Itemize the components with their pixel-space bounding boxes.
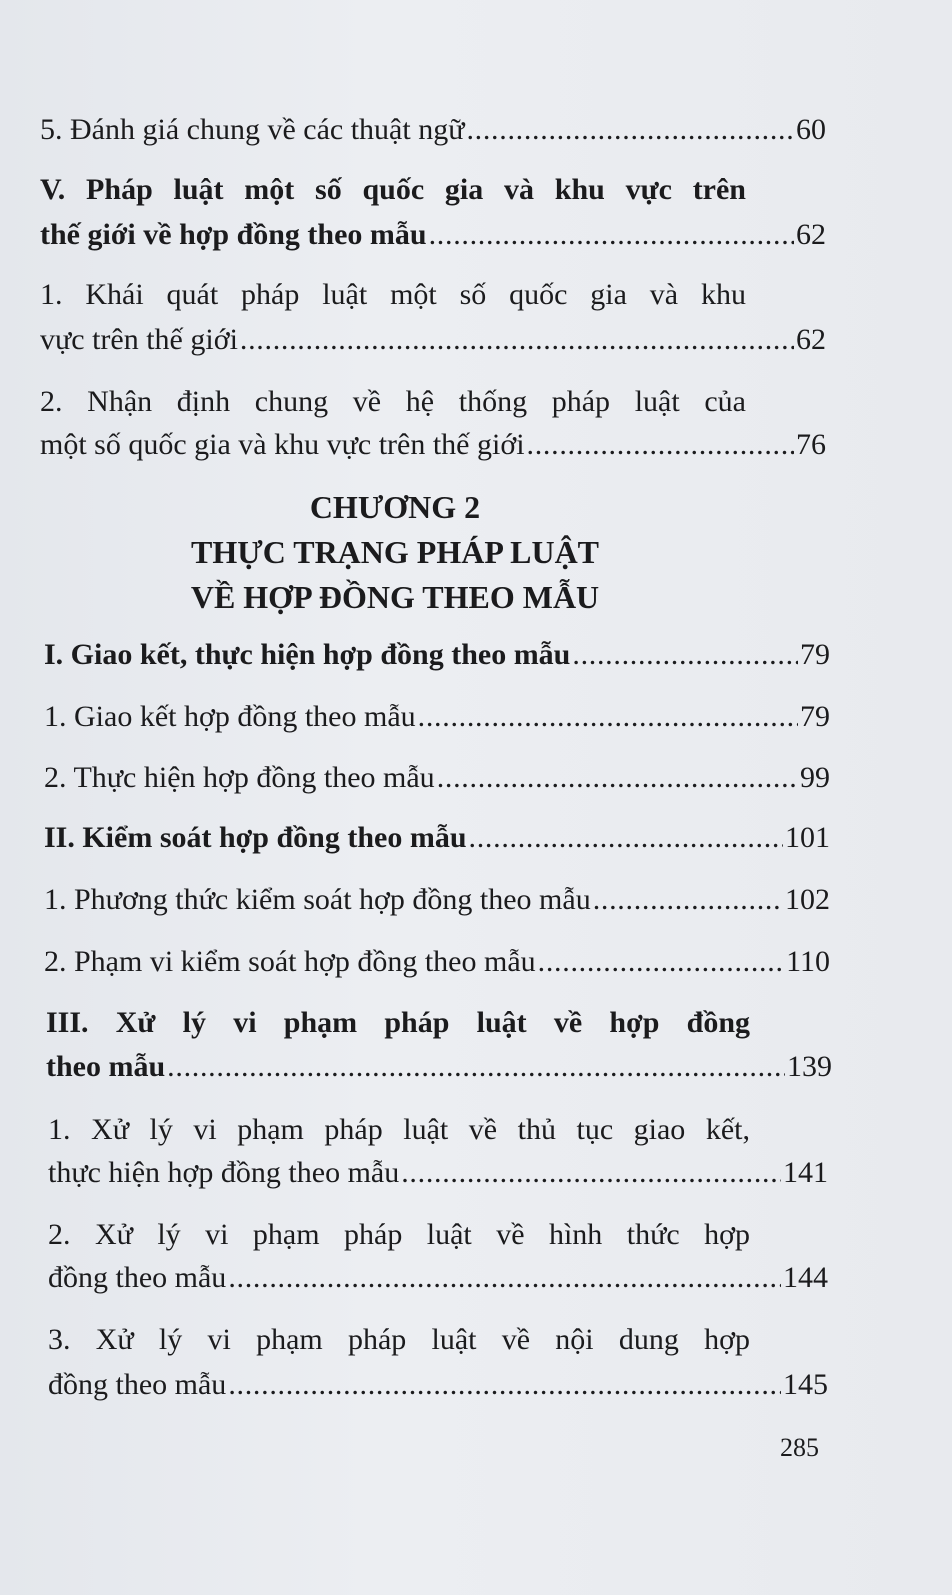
toc-entry-title: 1. Giao kết hợp đồng theo mẫu [44, 700, 416, 733]
toc-entry-page: 110 [786, 945, 830, 978]
toc-entry-page: 102 [785, 883, 830, 916]
toc-entry-page: 79 [800, 638, 830, 671]
toc-entry [46, 1047, 832, 1087]
chapter-title-line-1: THỰC TRẠNG PHÁP LUẬT [190, 534, 600, 570]
toc-entry-title: III. Xử lý vi phạm pháp luật về hợp đồng [46, 1006, 750, 1039]
toc-entry-page: 76 [796, 428, 826, 461]
chapter-title-line-2: VỀ HỢP ĐỒNG THEO MẪU [190, 579, 600, 615]
toc-entry-page: 79 [800, 700, 830, 733]
toc-entry-title: 5. Đánh giá chung về các thuật ngữ [40, 113, 465, 146]
toc-entry [40, 215, 826, 255]
toc-entry-title: vực trên thế giới [40, 323, 238, 356]
toc-entry [40, 110, 826, 150]
toc-entry-page: 99 [800, 761, 830, 794]
toc-entry-title: 3. Xử lý vi phạm pháp luật về nội dung hợp [48, 1323, 750, 1356]
toc-entry [40, 425, 826, 465]
toc-entry-title: đồng theo mẫu [48, 1368, 227, 1401]
toc-section-heading [44, 818, 830, 858]
toc-entry [44, 697, 830, 737]
toc-entry [48, 1215, 750, 1255]
toc-entry-page: 144 [783, 1261, 828, 1294]
page-number: 285 [780, 1433, 819, 1462]
toc-entry [40, 320, 826, 360]
toc-entry [40, 382, 746, 422]
toc-entry-page: 101 [785, 821, 830, 854]
toc-entry-title: 2. Thực hiện hợp đồng theo mẫu [44, 761, 435, 794]
toc-entry [48, 1320, 750, 1360]
toc-entry [44, 758, 830, 798]
toc-entry-page: 145 [783, 1368, 828, 1401]
toc-entry-page: 141 [783, 1156, 828, 1189]
toc-entry-title: 2. Xử lý vi phạm pháp luật về hình thức hợp [48, 1218, 750, 1251]
toc-entry-title: 1. Phương thức kiểm soát hợp đồng theo mẫu [44, 883, 591, 916]
toc-section-heading [40, 170, 746, 210]
toc-entry [48, 1258, 828, 1298]
chapter-label: CHƯƠNG 2 [309, 489, 481, 525]
toc-entry [44, 942, 830, 982]
toc-entry-title: 1. Khái quát pháp luật một số quốc gia và khu [40, 278, 746, 311]
toc-entry-page: 62 [796, 218, 826, 251]
toc-section-heading [46, 1003, 750, 1043]
toc-entry-title: một số quốc gia và khu vực trên thế giới [40, 428, 525, 461]
toc-entry [40, 275, 746, 315]
toc-entry [44, 880, 830, 920]
toc-entry-page: 60 [796, 113, 826, 146]
toc-entry-page: 139 [787, 1050, 832, 1083]
toc-entry-title: theo mẫu [46, 1050, 166, 1083]
toc-entry-title: 1. Xử lý vi phạm pháp luật về thủ tục giao kết, [48, 1113, 750, 1146]
toc-entry-title: thế giới về hợp đồng theo mẫu [40, 218, 427, 251]
toc-entry-title: I. Giao kết, thực hiện hợp đồng theo mẫu [44, 638, 571, 671]
toc-entry-title: đồng theo mẫu [48, 1261, 227, 1294]
toc-entry-title: II. Kiểm soát hợp đồng theo mẫu [44, 821, 467, 854]
toc-section-heading [44, 635, 830, 675]
toc-entry-page: 62 [796, 323, 826, 356]
toc-entry [48, 1365, 828, 1405]
toc-entry-title: 2. Phạm vi kiểm soát hợp đồng theo mẫu [44, 945, 536, 978]
toc-entry-title: V. Pháp luật một số quốc gia và khu vực trên [40, 173, 746, 206]
toc-entry-title: thực hiện hợp đồng theo mẫu [48, 1156, 400, 1189]
toc-entry [48, 1153, 828, 1193]
toc-entry-title: 2. Nhận định chung về hệ thống pháp luật của [40, 385, 746, 418]
toc-entry [48, 1110, 750, 1150]
